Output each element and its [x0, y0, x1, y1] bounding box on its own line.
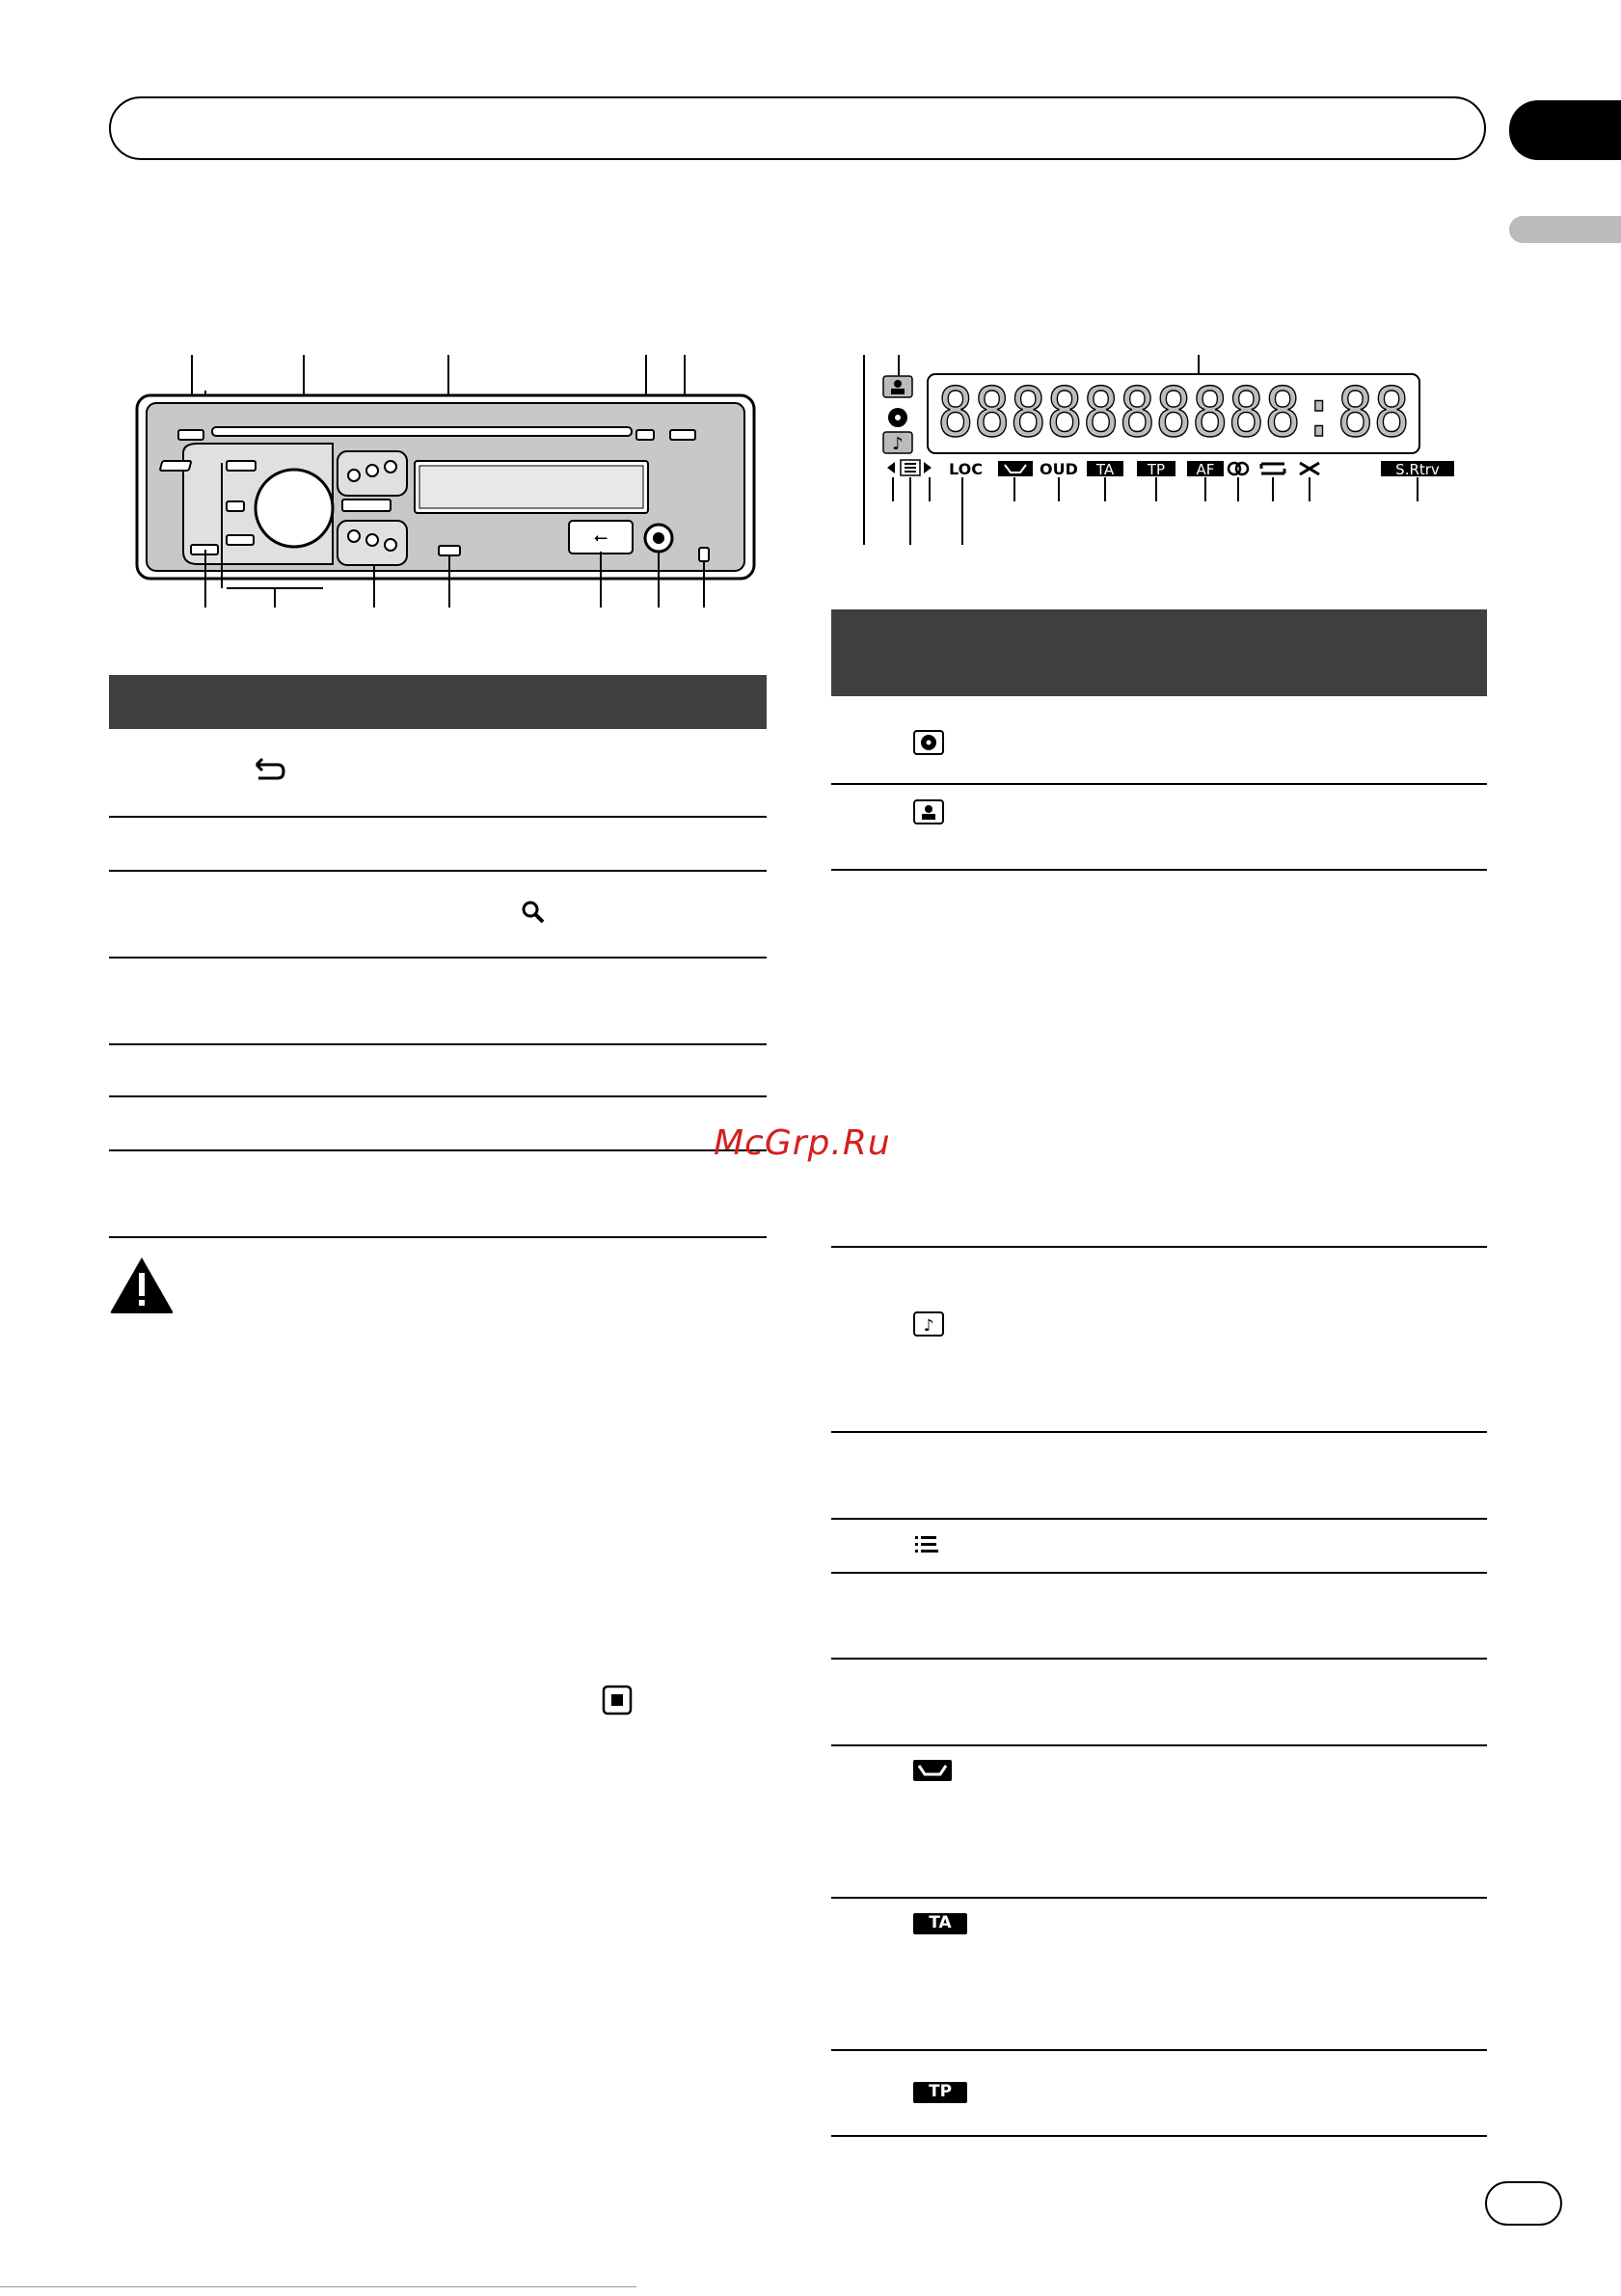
list-icon [913, 1533, 940, 1556]
left-table-rule [109, 1149, 767, 1151]
left-table-rule [109, 1043, 767, 1045]
right-table-rule [831, 1744, 1487, 1746]
right-table-rule [831, 783, 1487, 785]
left-table-rule [109, 870, 767, 872]
head-unit-front-panel-illustration [125, 347, 781, 612]
right-table-rule [831, 1431, 1487, 1433]
ta-tag: TA [913, 1913, 967, 1934]
page-number-badge [1485, 2181, 1562, 2226]
loc-indicator: LOC [949, 460, 983, 478]
left-table-rule [109, 1095, 767, 1097]
tp-indicator: TP [1147, 461, 1166, 478]
warning-icon [109, 1256, 175, 1315]
left-table-header [109, 675, 767, 729]
footer-rule [0, 2286, 636, 2287]
segment-digits: 8888888888:88 [937, 373, 1410, 452]
right-table-rule [831, 1897, 1487, 1899]
tp-tag: TP [913, 2082, 967, 2103]
left-table-rule [109, 816, 767, 818]
right-table-rule [831, 1518, 1487, 1520]
right-table-rule [831, 869, 1487, 871]
svg-text:♪: ♪ [892, 434, 904, 454]
right-table-rule [831, 1658, 1487, 1660]
artist-icon [913, 799, 944, 824]
watermark: McGrp.Ru [714, 1123, 891, 1163]
right-table-rule [831, 1572, 1487, 1574]
disc-icon [913, 730, 944, 755]
search-icon [521, 900, 546, 925]
chapter-tab [1509, 100, 1621, 160]
loud-indicator: OUD [1040, 460, 1078, 478]
right-table-header [831, 609, 1487, 696]
music-note-icon [913, 1311, 944, 1337]
language-tab [1509, 216, 1621, 243]
back-icon [253, 757, 287, 784]
svg-text:♪: ♪ [923, 1316, 934, 1336]
left-table-rule [109, 1236, 767, 1238]
left-table-rule [109, 957, 767, 959]
usb-symbol: ⭠ [593, 527, 608, 548]
right-table-rule [831, 1246, 1487, 1248]
ta-indicator: TA [1095, 461, 1115, 478]
display-indicator-illustration [849, 347, 1485, 550]
af-indicator: AF [1196, 461, 1215, 478]
right-table-rule [831, 2135, 1487, 2137]
section-header-bar [109, 96, 1486, 160]
sound-retriever-icon [913, 1760, 952, 1783]
srtrv-indicator: S.Rtrv [1395, 461, 1440, 478]
stop-square-icon [602, 1685, 633, 1715]
right-table-rule [831, 2049, 1487, 2051]
